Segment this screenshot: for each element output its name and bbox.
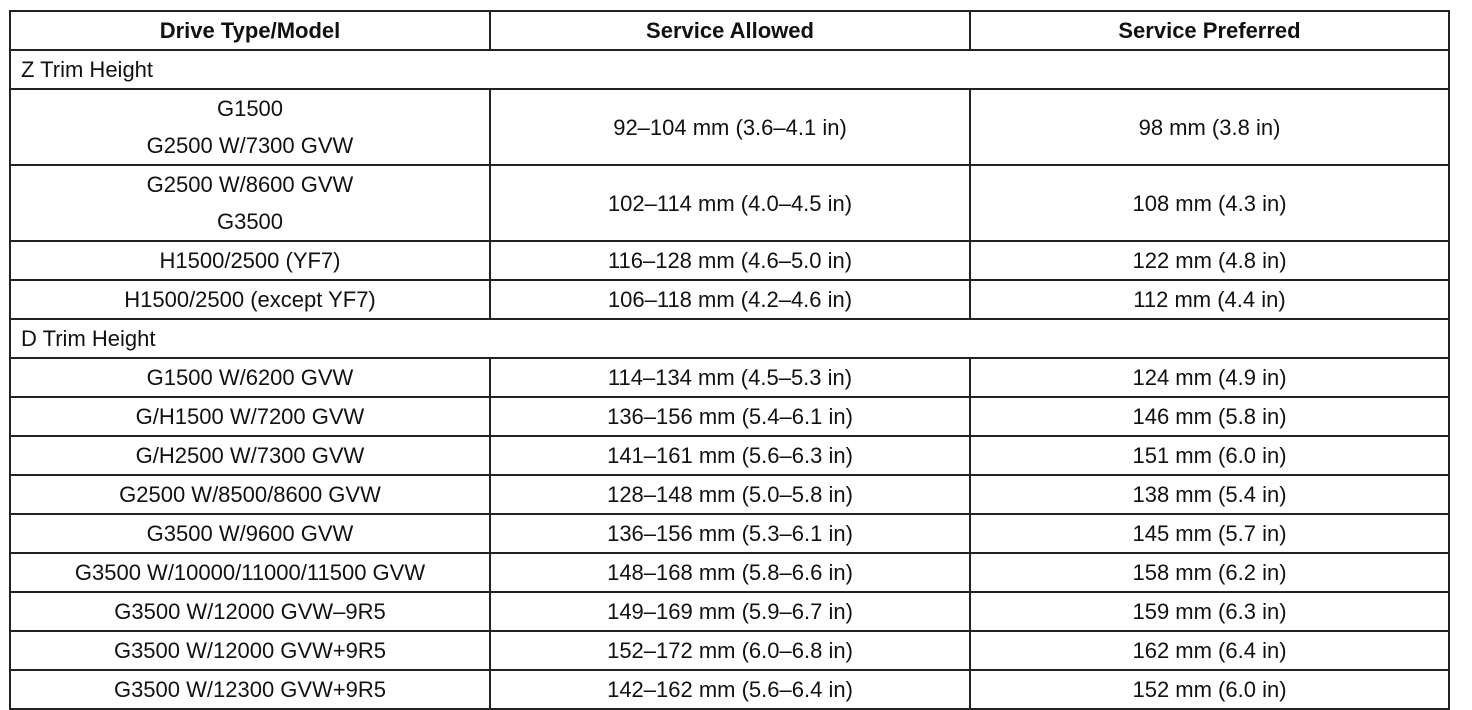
service-preferred-cell: 146 mm (5.8 in) bbox=[970, 397, 1449, 436]
table-row bbox=[10, 514, 1449, 553]
model-cell bbox=[10, 280, 490, 319]
header-drive-type-model: Drive Type/Model bbox=[10, 11, 490, 50]
service-preferred-cell: 158 mm (6.2 in) bbox=[970, 553, 1449, 592]
table-row bbox=[10, 165, 1449, 241]
table-row bbox=[10, 475, 1449, 514]
model-line: H1500/2500 (YF7) bbox=[159, 248, 341, 273]
service-preferred-cell: 145 mm (5.7 in) bbox=[970, 514, 1449, 553]
section-title: Z Trim Height bbox=[10, 50, 1449, 89]
service-allowed-cell: 102–114 mm (4.0–4.5 in) bbox=[490, 165, 970, 241]
model-line: G3500 W/10000/11000/11500 GVW bbox=[74, 560, 426, 585]
model-line: G2500 W/7300 GVW bbox=[146, 133, 354, 158]
service-preferred-cell: 151 mm (6.0 in) bbox=[970, 436, 1449, 475]
service-allowed-cell: 136–156 mm (5.3–6.1 in) bbox=[490, 514, 970, 553]
service-preferred-cell: 159 mm (6.3 in) bbox=[970, 592, 1449, 631]
model-line: G/H1500 W/7200 GVW bbox=[135, 404, 365, 429]
service-allowed-cell: 152–172 mm (6.0–6.8 in) bbox=[490, 631, 970, 670]
service-preferred-cell: 162 mm (6.4 in) bbox=[970, 631, 1449, 670]
model-line: G3500 W/12300 GVW+9R5 bbox=[113, 677, 387, 702]
service-preferred-cell: 108 mm (4.3 in) bbox=[970, 165, 1449, 241]
service-preferred-cell: 98 mm (3.8 in) bbox=[970, 89, 1449, 165]
service-allowed-cell: 141–161 mm (5.6–6.3 in) bbox=[490, 436, 970, 475]
service-allowed-cell: 142–162 mm (5.6–6.4 in) bbox=[490, 670, 970, 709]
model-cell bbox=[10, 358, 490, 397]
section-row bbox=[10, 50, 1449, 89]
model-line: H1500/2500 (except YF7) bbox=[124, 287, 376, 312]
table-row bbox=[10, 397, 1449, 436]
model-line: G1500 W/6200 GVW bbox=[146, 365, 354, 390]
service-preferred-cell: 112 mm (4.4 in) bbox=[970, 280, 1449, 319]
service-preferred-cell: 124 mm (4.9 in) bbox=[970, 358, 1449, 397]
table-row bbox=[10, 280, 1449, 319]
model-cell bbox=[10, 631, 490, 670]
model-line: G2500 W/8500/8600 GVW bbox=[119, 482, 381, 507]
table-row bbox=[10, 436, 1449, 475]
model-cell bbox=[10, 436, 490, 475]
model-cell bbox=[10, 592, 490, 631]
service-allowed-cell: 149–169 mm (5.9–6.7 in) bbox=[490, 592, 970, 631]
model-cell bbox=[10, 475, 490, 514]
trim-height-table bbox=[9, 10, 1450, 710]
service-allowed-cell: 106–118 mm (4.2–4.6 in) bbox=[490, 280, 970, 319]
table-row bbox=[10, 553, 1449, 592]
service-allowed-cell: 128–148 mm (5.0–5.8 in) bbox=[490, 475, 970, 514]
table-row bbox=[10, 89, 1449, 165]
header-service-preferred: Service Preferred bbox=[970, 11, 1449, 50]
service-preferred-cell: 122 mm (4.8 in) bbox=[970, 241, 1449, 280]
service-preferred-cell: 152 mm (6.0 in) bbox=[970, 670, 1449, 709]
table-row bbox=[10, 241, 1449, 280]
model-line: G3500 W/9600 GVW bbox=[146, 521, 354, 546]
table-row bbox=[10, 631, 1449, 670]
section-title: D Trim Height bbox=[10, 319, 1449, 358]
model-line: G3500 W/12000 GVW+9R5 bbox=[113, 638, 387, 663]
service-allowed-cell: 148–168 mm (5.8–6.6 in) bbox=[490, 553, 970, 592]
service-allowed-cell: 114–134 mm (4.5–5.3 in) bbox=[490, 358, 970, 397]
model-cell bbox=[10, 514, 490, 553]
header-service-allowed: Service Allowed bbox=[490, 11, 970, 50]
service-allowed-cell: 92–104 mm (3.6–4.1 in) bbox=[490, 89, 970, 165]
model-line: G3500 bbox=[216, 209, 284, 234]
model-cell bbox=[10, 670, 490, 709]
model-line: G1500 bbox=[216, 96, 284, 121]
table-row bbox=[10, 670, 1449, 709]
table-body bbox=[10, 50, 1449, 709]
header-row bbox=[10, 11, 1449, 50]
model-cell bbox=[10, 553, 490, 592]
section-row bbox=[10, 319, 1449, 358]
model-cell bbox=[10, 397, 490, 436]
table-row bbox=[10, 358, 1449, 397]
model-cell bbox=[10, 89, 490, 165]
service-allowed-cell: 136–156 mm (5.4–6.1 in) bbox=[490, 397, 970, 436]
model-line: G2500 W/8600 GVW bbox=[146, 172, 354, 197]
model-cell bbox=[10, 241, 490, 280]
service-allowed-cell: 116–128 mm (4.6–5.0 in) bbox=[490, 241, 970, 280]
model-line: G/H2500 W/7300 GVW bbox=[135, 443, 365, 468]
table-row bbox=[10, 592, 1449, 631]
model-cell bbox=[10, 165, 490, 241]
model-line: G3500 W/12000 GVW–9R5 bbox=[114, 599, 386, 624]
service-preferred-cell: 138 mm (5.4 in) bbox=[970, 475, 1449, 514]
